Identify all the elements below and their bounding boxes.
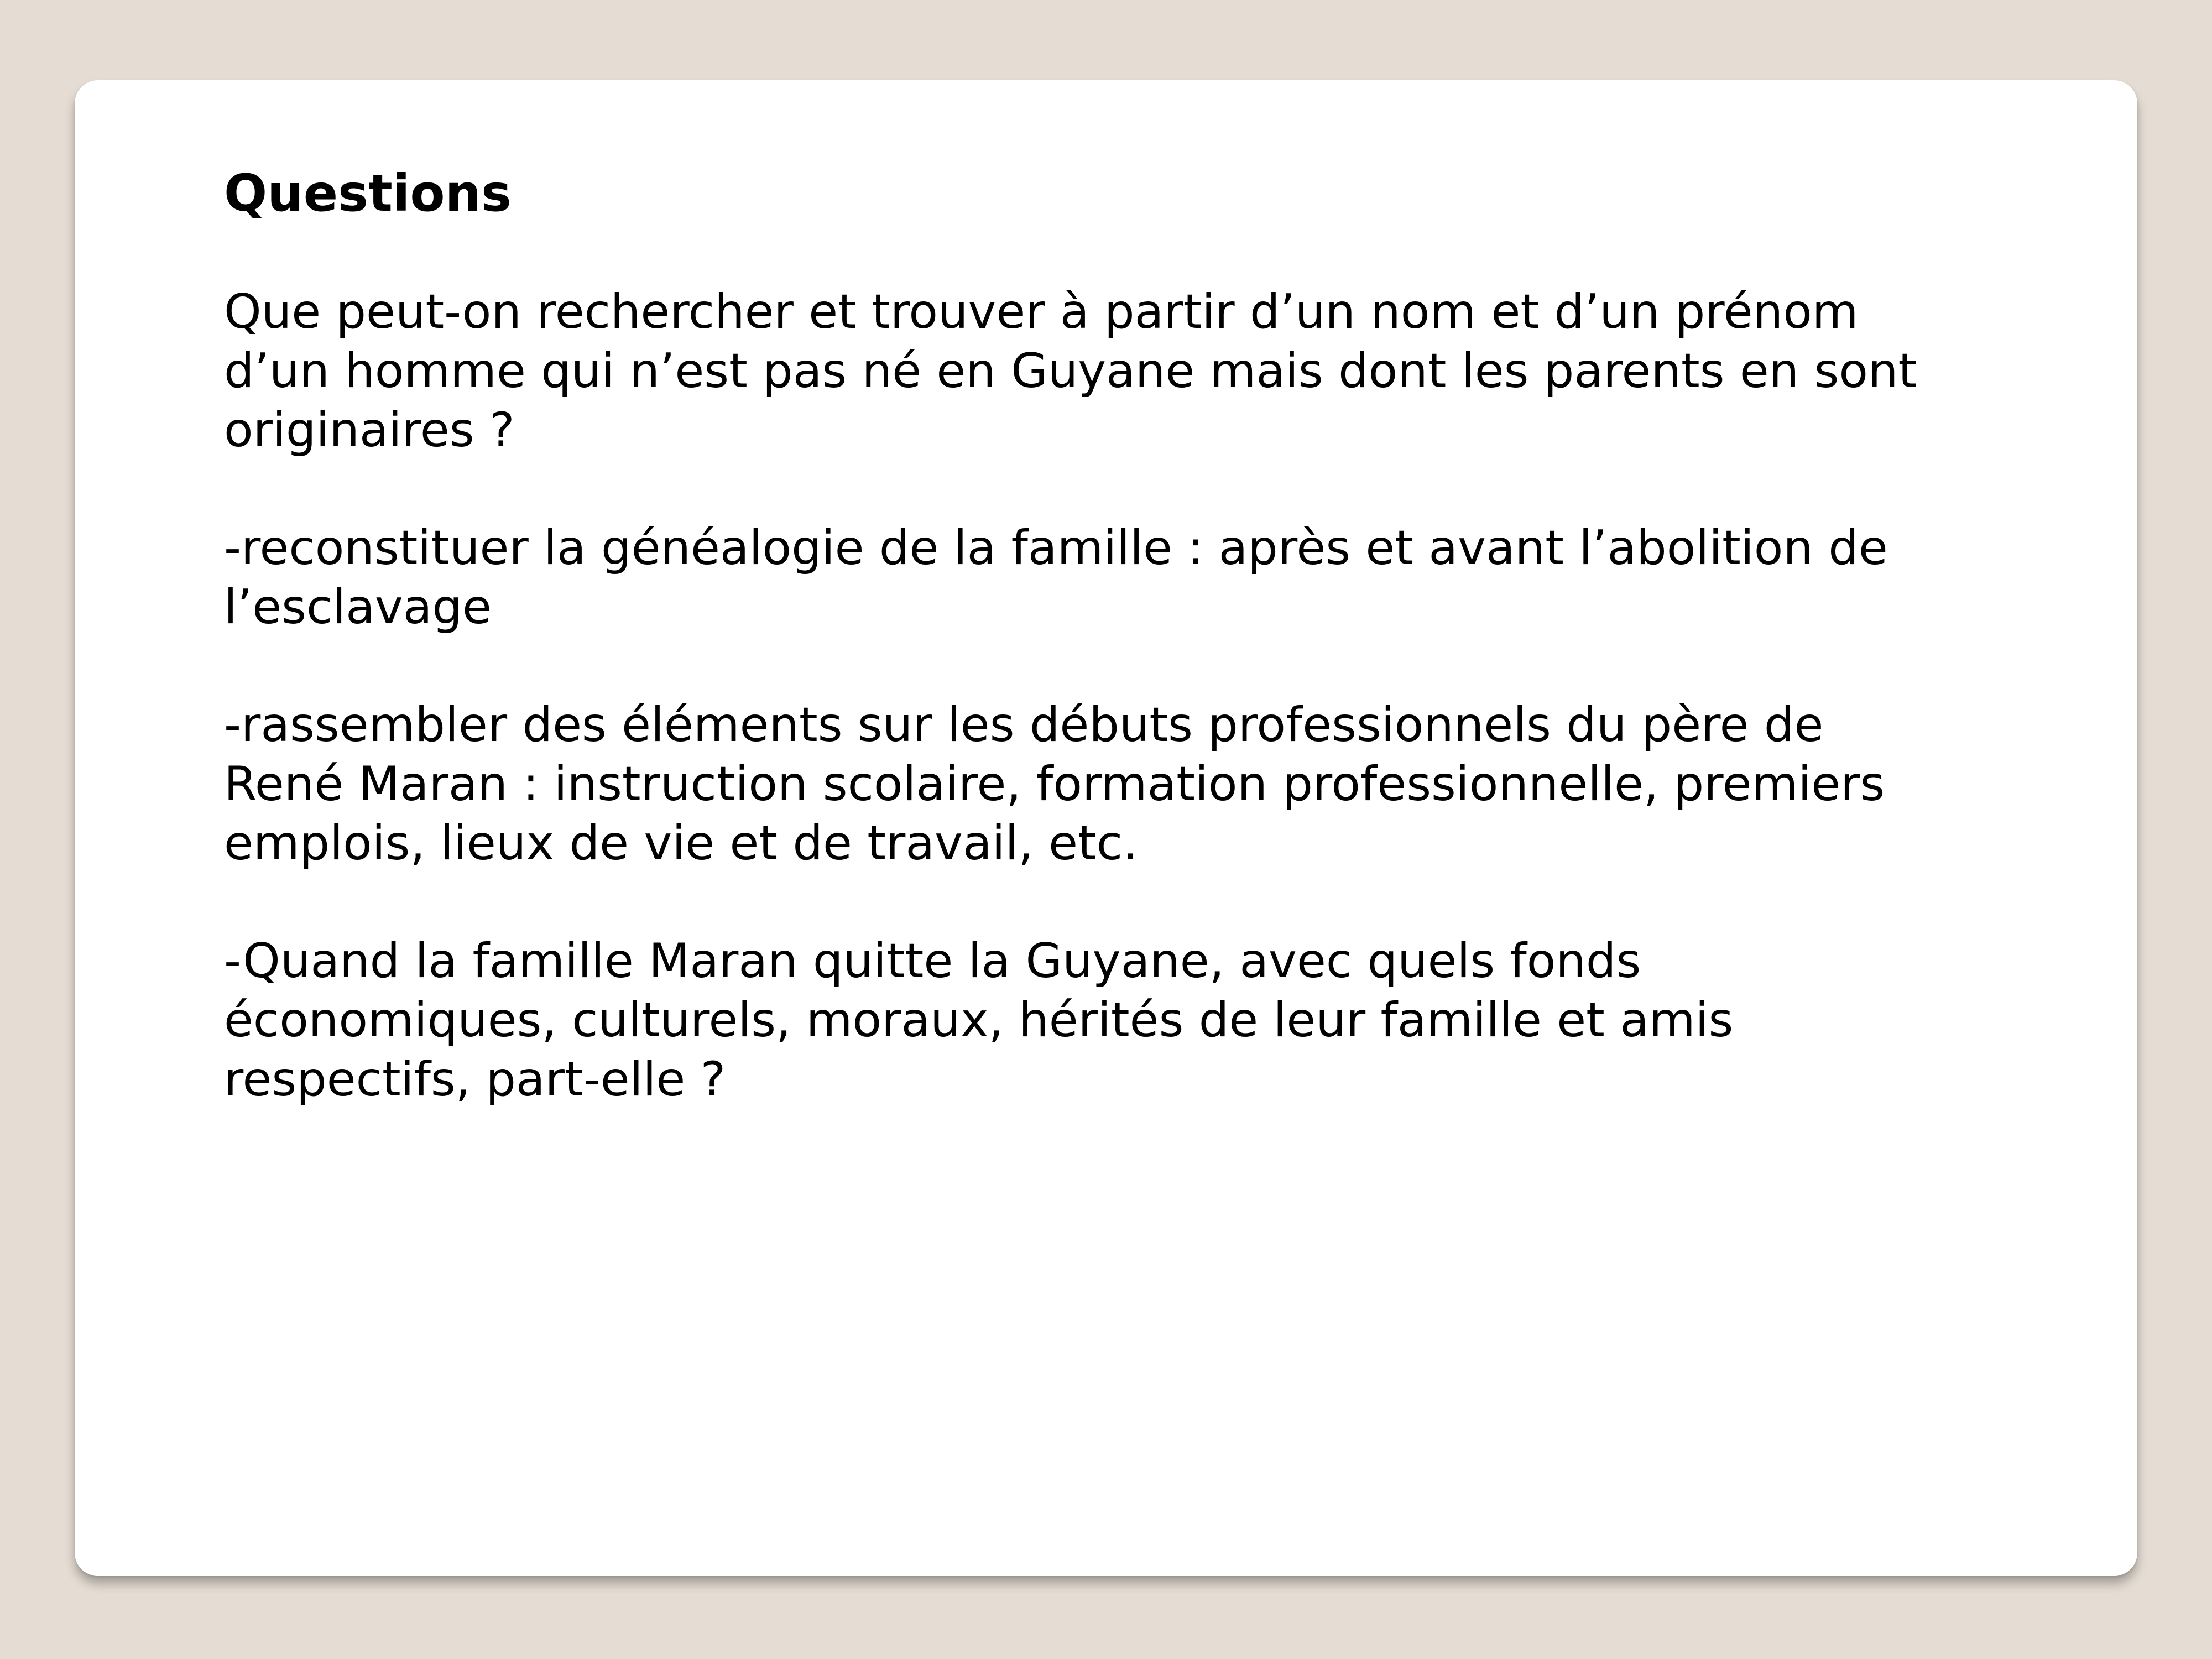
bullet-genealogy: -reconstituer la généalogie de la famille : après et avant l’abolition de l’esclavage <box>224 520 1888 635</box>
bullet-professional-beginnings: -rassembler des éléments sur les débuts professionnels du père de René Maran : instruction scolaire, formation professionnelle, premiers emplois, lieux de vie et de travail, etc. <box>224 697 1885 871</box>
question-paragraph: Que peut-on rechercher et trouver à partir d’un nom et d’un prénom d’un homme qui n’est pas né en Guyane mais dont les parents en sont originaires ? <box>224 284 1917 458</box>
spacer <box>224 873 2093 932</box>
slide-title: Questions <box>224 164 512 223</box>
spacer <box>224 637 2093 696</box>
spacer <box>224 460 2093 519</box>
spacer <box>224 224 2093 283</box>
bullet-family-departure: -Quand la famille Maran quitte la Guyane, avec quels fonds économiques, culturels, moraux, hérités de leur famille et amis respectifs, part-elle ? <box>224 933 1734 1107</box>
slide-content <box>224 163 2093 1109</box>
slide-card <box>75 80 2137 1576</box>
